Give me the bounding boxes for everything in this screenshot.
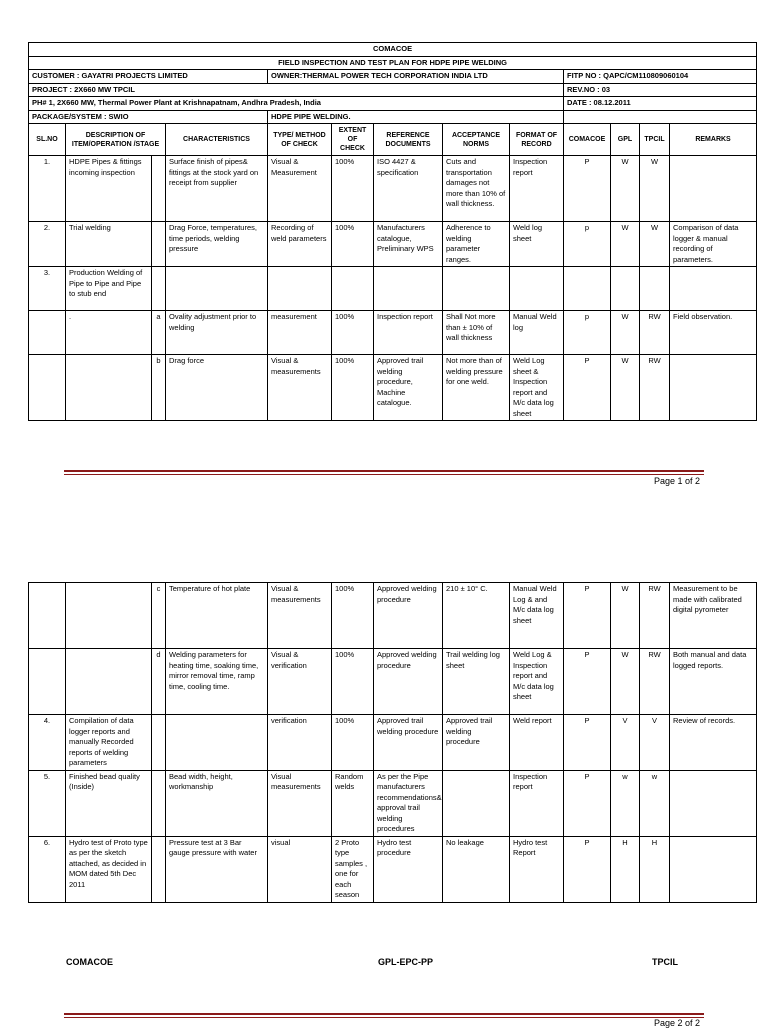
sl-cell: 6. bbox=[29, 836, 66, 902]
remarks-cell: Review of records. bbox=[670, 715, 757, 771]
remarks-cell bbox=[670, 770, 757, 836]
comacoe-cell: P bbox=[564, 836, 611, 902]
comacoe-cell: P bbox=[564, 770, 611, 836]
type-cell: Visual & measurements bbox=[268, 583, 332, 649]
desc-cell bbox=[66, 355, 152, 421]
gpl-cell: W bbox=[611, 222, 640, 267]
ref-cell: Approved welding procedure bbox=[374, 583, 443, 649]
format-cell: Weld report bbox=[510, 715, 564, 771]
char-cell: Bead width, height, workmanship bbox=[166, 770, 268, 836]
tpcil-cell: W bbox=[640, 222, 670, 267]
separator-line bbox=[64, 1013, 704, 1018]
ref-cell: ISO 4427 & specification bbox=[374, 156, 443, 222]
gpl-cell: H bbox=[611, 836, 640, 902]
site-field: PH# 1, 2X660 MW, Thermal Power Plant at Krishnapatnam, Andhra Pradesh, India bbox=[29, 97, 564, 111]
accept-cell: No leakage bbox=[443, 836, 510, 902]
sl-cell bbox=[29, 649, 66, 715]
table-row bbox=[29, 715, 757, 771]
ref-cell: Approved welding procedure bbox=[374, 649, 443, 715]
type-cell: Visual measurements bbox=[268, 770, 332, 836]
accept-cell: Cuts and transportation damages not more than 10% of wall thickness. bbox=[443, 156, 510, 222]
char-cell: Ovality adjustment prior to welding bbox=[166, 311, 268, 355]
type-cell: verification bbox=[268, 715, 332, 771]
comacoe-cell: P bbox=[564, 355, 611, 421]
char-cell: Welding parameters for heating time, soaking time, mirror removal time, ramp time, cooling time. bbox=[166, 649, 268, 715]
remarks-cell: Both manual and data logged reports. bbox=[670, 649, 757, 715]
package-field: PACKAGE/SYSTEM : SWIO bbox=[29, 110, 268, 124]
extent-cell: 100% bbox=[332, 156, 374, 222]
type-cell: Recording of weld parameters bbox=[268, 222, 332, 267]
comacoe-cell bbox=[564, 267, 611, 311]
footer-right: TPCIL bbox=[652, 957, 678, 967]
gpl-cell: W bbox=[611, 649, 640, 715]
table-row bbox=[29, 770, 757, 836]
desc-cell: Compilation of data logger reports and manually Recorded reports of welding parameters bbox=[66, 715, 152, 771]
desc-cell: Hydro test of Proto type as per the sketch attached, as decided in MOM dated 5th Dec 2011 bbox=[66, 836, 152, 902]
ref-cell: Approved trail welding procedure bbox=[374, 715, 443, 771]
project-field: PROJECT : 2X660 MW TPCIL bbox=[29, 83, 564, 97]
sl-cell bbox=[29, 311, 66, 355]
format-cell bbox=[510, 267, 564, 311]
extent-cell: 100% bbox=[332, 355, 374, 421]
col-comacoe: COMACOE bbox=[564, 124, 611, 156]
company-name: COMACOE bbox=[29, 43, 757, 57]
sub-cell bbox=[152, 222, 166, 267]
char-cell: Drag Force, temperatures, time periods, welding pressure bbox=[166, 222, 268, 267]
remarks-cell bbox=[670, 355, 757, 421]
page2-table bbox=[28, 582, 757, 903]
type-cell bbox=[268, 267, 332, 311]
sub-cell: b bbox=[152, 355, 166, 421]
footer-left: COMACOE bbox=[66, 957, 113, 967]
table-row bbox=[29, 222, 757, 267]
comacoe-cell: p bbox=[564, 222, 611, 267]
tpcil-cell: RW bbox=[640, 311, 670, 355]
accept-cell bbox=[443, 770, 510, 836]
desc-cell: Trial welding bbox=[66, 222, 152, 267]
extent-cell: 2 Proto type samples , one for each season bbox=[332, 836, 374, 902]
sl-cell: 5. bbox=[29, 770, 66, 836]
col-slno: SL.NO bbox=[29, 124, 66, 156]
type-cell: measurement bbox=[268, 311, 332, 355]
col-tpcil: TPCIL bbox=[640, 124, 670, 156]
desc-cell: Production Welding of Pipe to Pipe and Pipe to stub end bbox=[66, 267, 152, 311]
gpl-cell: W bbox=[611, 355, 640, 421]
remarks-cell: Measurement to be made with calibrated digital pyrometer bbox=[670, 583, 757, 649]
page-number: Page 1 of 2 bbox=[654, 476, 701, 486]
sl-cell: 2. bbox=[29, 222, 66, 267]
tpcil-cell: V bbox=[640, 715, 670, 771]
col-desc: DESCRIPTION OF ITEM/OPERATION /STAGE bbox=[66, 124, 166, 156]
col-type: TYPE/ METHOD OF CHECK bbox=[268, 124, 332, 156]
format-cell: Inspection report bbox=[510, 770, 564, 836]
remarks-cell bbox=[670, 156, 757, 222]
extent-cell: 100% bbox=[332, 583, 374, 649]
owner-field: OWNER:THERMAL POWER TECH CORPORATION INDIA LTD bbox=[268, 70, 564, 84]
accept-cell: Not more than of welding pressure for one weld. bbox=[443, 355, 510, 421]
sub-cell: d bbox=[152, 649, 166, 715]
format-cell: Manual Weld log bbox=[510, 311, 564, 355]
separator-line bbox=[64, 470, 704, 475]
sub-cell bbox=[152, 770, 166, 836]
type-cell: Visual & measurements bbox=[268, 355, 332, 421]
char-cell: Surface finish of pipes& fittings at the stock yard on receipt from supplier bbox=[166, 156, 268, 222]
sl-cell: 3. bbox=[29, 267, 66, 311]
extent-cell bbox=[332, 267, 374, 311]
accept-cell bbox=[443, 267, 510, 311]
accept-cell: Shall Not more than ± 10% of wall thickness bbox=[443, 311, 510, 355]
extent-cell: Random welds bbox=[332, 770, 374, 836]
tpcil-cell: RW bbox=[640, 355, 670, 421]
tpcil-cell: RW bbox=[640, 649, 670, 715]
type-cell: Visual & verification bbox=[268, 649, 332, 715]
format-cell: Weld log sheet bbox=[510, 222, 564, 267]
table-row bbox=[29, 836, 757, 902]
format-cell: Weld Log sheet & Inspection report and M/c data log sheet bbox=[510, 355, 564, 421]
extent-cell: 100% bbox=[332, 715, 374, 771]
table-row bbox=[29, 583, 757, 649]
format-cell: Hydro test Report bbox=[510, 836, 564, 902]
col-gpl: GPL bbox=[611, 124, 640, 156]
char-cell bbox=[166, 267, 268, 311]
sub-cell bbox=[152, 715, 166, 771]
remarks-cell bbox=[670, 836, 757, 902]
comacoe-cell: P bbox=[564, 649, 611, 715]
comacoe-cell: P bbox=[564, 583, 611, 649]
ref-cell bbox=[374, 267, 443, 311]
col-format: FORMAT OF RECORD bbox=[510, 124, 564, 156]
remarks-cell: Field observation. bbox=[670, 311, 757, 355]
desc-cell bbox=[66, 649, 152, 715]
package-desc: HDPE PIPE WELDING. bbox=[268, 110, 564, 124]
gpl-cell bbox=[611, 267, 640, 311]
char-cell: Pressure test at 3 Bar gauge pressure with water bbox=[166, 836, 268, 902]
accept-cell: Adherence to welding parameter ranges. bbox=[443, 222, 510, 267]
extent-cell: 100% bbox=[332, 222, 374, 267]
sub-cell bbox=[152, 836, 166, 902]
gpl-cell: w bbox=[611, 770, 640, 836]
col-ref: REFERENCE DOCUMENTS bbox=[374, 124, 443, 156]
tpcil-cell: w bbox=[640, 770, 670, 836]
col-accept: ACCEPTANCE NORMS bbox=[443, 124, 510, 156]
accept-cell: Trail welding log sheet bbox=[443, 649, 510, 715]
ref-cell: Inspection report bbox=[374, 311, 443, 355]
sl-cell bbox=[29, 583, 66, 649]
desc-cell: HDPE Pipes & fittings incoming inspection bbox=[66, 156, 152, 222]
sl-cell bbox=[29, 355, 66, 421]
tpcil-cell bbox=[640, 267, 670, 311]
date-field: DATE : 08.12.2011 bbox=[564, 97, 757, 111]
char-cell: Temperature of hot plate bbox=[166, 583, 268, 649]
format-cell: Manual Weld Log & and M/c data log sheet bbox=[510, 583, 564, 649]
desc-cell: . bbox=[66, 311, 152, 355]
accept-cell: Approved trail welding procedure bbox=[443, 715, 510, 771]
table-row bbox=[29, 311, 757, 355]
page-number: Page 2 of 2 bbox=[654, 1018, 701, 1028]
gpl-cell: W bbox=[611, 583, 640, 649]
type-cell: Visual & Measurement bbox=[268, 156, 332, 222]
sub-cell: c bbox=[152, 583, 166, 649]
desc-cell: Finished bead quality (Inside) bbox=[66, 770, 152, 836]
remarks-cell bbox=[670, 267, 757, 311]
desc-cell bbox=[66, 583, 152, 649]
format-cell: Inspection report bbox=[510, 156, 564, 222]
type-cell: visual bbox=[268, 836, 332, 902]
footer-middle: GPL-EPC-PP bbox=[378, 957, 434, 967]
gpl-cell: W bbox=[611, 156, 640, 222]
tpcil-cell: W bbox=[640, 156, 670, 222]
extent-cell: 100% bbox=[332, 649, 374, 715]
customer-field: CUSTOMER : GAYATRI PROJECTS LIMITED bbox=[29, 70, 268, 84]
comacoe-cell: P bbox=[564, 715, 611, 771]
char-cell bbox=[166, 715, 268, 771]
fitp-field: FITP NO : QAPC/CM110809060104 bbox=[564, 70, 757, 84]
table-row bbox=[29, 355, 757, 421]
ref-cell: Manufacturers catalogue, Preliminary WPS bbox=[374, 222, 443, 267]
table-row bbox=[29, 267, 757, 311]
ref-cell: As per the Pipe manufacturers recommendations& approval trail welding procedures bbox=[374, 770, 443, 836]
col-remarks: REMARKS bbox=[670, 124, 757, 156]
sub-cell: a bbox=[152, 311, 166, 355]
table-row bbox=[29, 649, 757, 715]
format-cell: Weld Log & Inspection report and M/c data log sheet bbox=[510, 649, 564, 715]
col-extent: EXTENT OF CHECK bbox=[332, 124, 374, 156]
char-cell: Drag force bbox=[166, 355, 268, 421]
comacoe-cell: P bbox=[564, 156, 611, 222]
ref-cell: Hydro test procedure bbox=[374, 836, 443, 902]
sl-cell: 4. bbox=[29, 715, 66, 771]
document-title: FIELD INSPECTION AND TEST PLAN FOR HDPE PIPE WELDING bbox=[29, 56, 757, 70]
comacoe-cell: p bbox=[564, 311, 611, 355]
page1-table bbox=[28, 42, 757, 421]
gpl-cell: V bbox=[611, 715, 640, 771]
accept-cell: 210 ± 10° C. bbox=[443, 583, 510, 649]
table-row bbox=[29, 156, 757, 222]
tpcil-cell: H bbox=[640, 836, 670, 902]
sl-cell: 1. bbox=[29, 156, 66, 222]
ref-cell: Approved trail welding procedure, Machine catalogue. bbox=[374, 355, 443, 421]
remarks-cell: Comparison of data logger & manual recording of parameters. bbox=[670, 222, 757, 267]
extent-cell: 100% bbox=[332, 311, 374, 355]
col-char: CHARACTERISTICS bbox=[166, 124, 268, 156]
sub-cell bbox=[152, 156, 166, 222]
tpcil-cell: RW bbox=[640, 583, 670, 649]
sub-cell bbox=[152, 267, 166, 311]
gpl-cell: W bbox=[611, 311, 640, 355]
rev-field: REV.NO : 03 bbox=[564, 83, 757, 97]
